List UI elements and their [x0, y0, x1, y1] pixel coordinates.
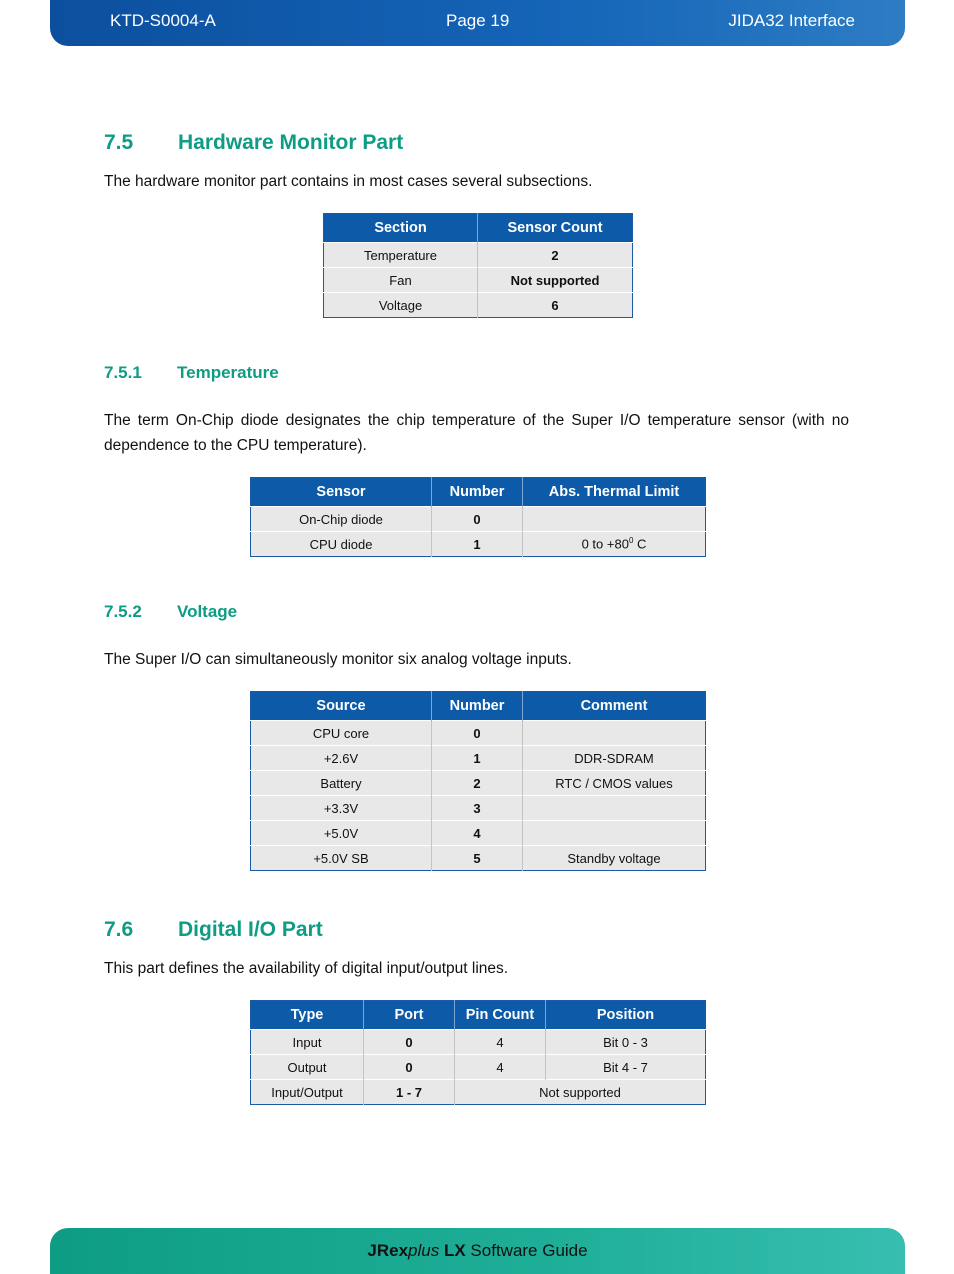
table-row — [251, 1080, 706, 1105]
table-row — [251, 846, 706, 871]
table-cell: +3.3V — [251, 796, 432, 821]
table-header-row — [251, 1001, 706, 1030]
table-cell: Input — [251, 1030, 364, 1055]
page-header — [50, 0, 905, 46]
heading-7-6 — [104, 918, 323, 942]
table-row — [251, 507, 706, 532]
table-row — [251, 532, 706, 557]
degree-superscript: 0 — [628, 536, 634, 546]
table-cell — [523, 507, 706, 532]
table-cell — [523, 821, 706, 846]
column-header: Position — [546, 1001, 706, 1030]
heading-number: 7.5.2 — [104, 602, 142, 621]
table-row — [324, 268, 633, 293]
table-row — [251, 796, 706, 821]
table-cell: 3 — [432, 796, 523, 821]
digital-io-intro: This part defines the availability of digital input/output lines. — [104, 960, 509, 977]
brand-suffix: LX — [443, 1241, 466, 1260]
table-cell: 0 — [432, 507, 523, 532]
column-header: Comment — [523, 692, 706, 721]
limit-unit: C — [633, 536, 647, 552]
table-cell: 0 — [364, 1030, 455, 1055]
heading-7-5-2 — [104, 602, 237, 622]
table-cell: Temperature — [324, 243, 478, 268]
table-cell: 4 — [455, 1055, 546, 1080]
table-row — [251, 821, 706, 846]
table-cell: Battery — [251, 771, 432, 796]
voltage-table — [250, 691, 706, 871]
column-header: Sensor — [251, 478, 432, 507]
heading-7-5 — [104, 131, 403, 155]
voltage-intro: The Super I/O can simultaneously monitor six analog voltage inputs. — [104, 651, 572, 668]
column-header: Number — [432, 692, 523, 721]
page-footer — [50, 1228, 905, 1274]
table-cell: 0 — [432, 721, 523, 746]
column-header: Abs. Thermal Limit — [523, 478, 706, 507]
heading-7-5-1 — [104, 363, 279, 383]
doc-id: KTD-S0004-A — [110, 11, 216, 30]
table-header-row — [324, 214, 633, 243]
table-cell: CPU core — [251, 721, 432, 746]
column-header: Pin Count — [455, 1001, 546, 1030]
table-row — [251, 721, 706, 746]
table-cell: CPU diode — [251, 532, 432, 557]
table-cell: Standby voltage — [523, 846, 706, 871]
table-cell: +2.6V — [251, 746, 432, 771]
temperature-table — [250, 477, 706, 557]
column-header: Type — [251, 1001, 364, 1030]
table-cell — [523, 721, 706, 746]
table-cell: +5.0V SB — [251, 846, 432, 871]
table-header-row — [251, 692, 706, 721]
table-cell: 2 — [432, 771, 523, 796]
table-cell: Voltage — [324, 293, 478, 318]
heading-title: Digital I/O Part — [178, 918, 323, 941]
column-header: Port — [364, 1001, 455, 1030]
table-cell: Bit 0 - 3 — [546, 1030, 706, 1055]
table-cell: 0 — [364, 1055, 455, 1080]
temperature-intro: The term On-Chip diode designates the chip temperature of the Super I/O temperature sensor (with no dependence to the CPU temperature). — [104, 412, 849, 454]
table-cell: Output — [251, 1055, 364, 1080]
guide-label: Software Guide — [470, 1241, 588, 1260]
heading-title: Temperature — [177, 363, 279, 382]
heading-title: Voltage — [177, 602, 238, 621]
hardware-monitor-intro: The hardware monitor part contains in most cases several subsections. — [104, 173, 593, 190]
column-header: Number — [432, 478, 523, 507]
table-row — [324, 243, 633, 268]
heading-number: 7.5.1 — [104, 363, 142, 382]
table-row — [251, 1030, 706, 1055]
table-cell: 4 — [455, 1030, 546, 1055]
table-cell: Not supported — [478, 268, 633, 293]
table-cell — [523, 796, 706, 821]
table-cell: 2 — [478, 243, 633, 268]
table-row — [251, 771, 706, 796]
brand-italic: plus — [408, 1241, 440, 1260]
table-cell: 1 - 7 — [364, 1080, 455, 1105]
table-cell: +5.0V — [251, 821, 432, 846]
table-cell: 1 — [432, 532, 523, 557]
table-cell: DDR-SDRAM — [523, 746, 706, 771]
brand-prefix: JRex — [367, 1241, 409, 1260]
table-cell: On-Chip diode — [251, 507, 432, 532]
footer-title — [50, 1241, 905, 1261]
column-header: Source — [251, 692, 432, 721]
table-cell: Not supported — [455, 1080, 706, 1105]
heading-number: 7.5 — [104, 131, 134, 154]
column-header: Sensor Count — [478, 214, 633, 243]
table-cell: 5 — [432, 846, 523, 871]
table-cell: Input/Output — [251, 1080, 364, 1105]
table-row — [251, 1055, 706, 1080]
table-cell: 1 — [432, 746, 523, 771]
table-cell — [523, 532, 706, 557]
table-cell: Bit 4 - 7 — [546, 1055, 706, 1080]
table-cell: Fan — [324, 268, 478, 293]
heading-title: Hardware Monitor Part — [178, 131, 404, 154]
table-cell: RTC / CMOS values — [523, 771, 706, 796]
table-cell: 4 — [432, 821, 523, 846]
table-row — [251, 746, 706, 771]
table-row — [324, 293, 633, 318]
column-header: Section — [324, 214, 478, 243]
table-cell: 6 — [478, 293, 633, 318]
table-header-row — [251, 478, 706, 507]
header-section-title: JIDA32 Interface — [728, 11, 855, 30]
limit-value: 0 to +80 — [581, 536, 629, 552]
heading-number: 7.6 — [104, 918, 134, 941]
digital-io-table — [250, 1000, 706, 1105]
page-number: Page 19 — [446, 11, 510, 30]
hardware-monitor-table — [323, 213, 633, 318]
